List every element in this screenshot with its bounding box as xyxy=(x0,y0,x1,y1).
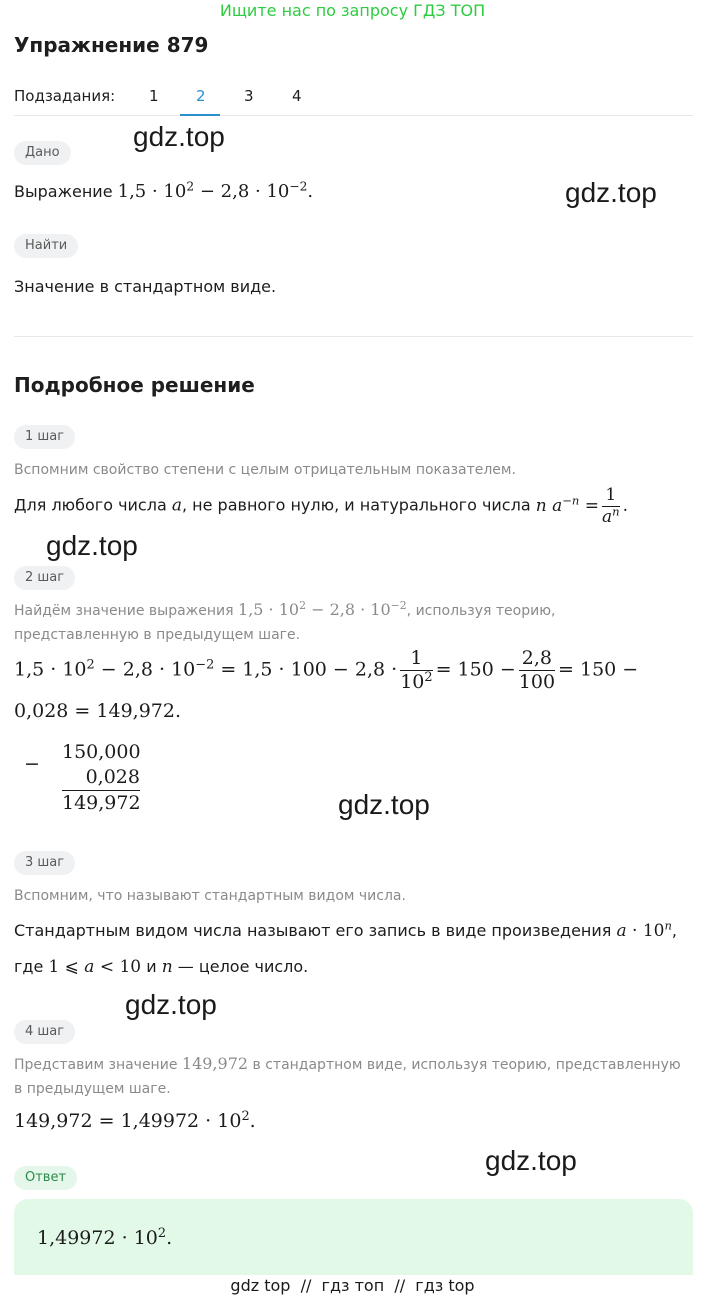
watermark: gdz.top xyxy=(125,989,217,1020)
step-2-hint: Найдём значение выражения $1,5 \cdot 10^2 - 2,8 \cdot 10^{-2}$, используя теорию, представленную в предыдущем шаге. xyxy=(14,599,556,643)
watermark: gdz.top xyxy=(565,177,657,208)
find-text: Значение в стандартном виде. xyxy=(14,277,277,296)
answer-value: $1,49972 \cdot 10^2$. xyxy=(37,1225,173,1249)
step-2-badge: 2 шаг xyxy=(14,566,75,590)
tab-subtask-1[interactable]: 1 xyxy=(149,87,159,105)
active-tab-indicator xyxy=(180,114,220,116)
watermark: gdz.top xyxy=(485,1145,577,1176)
tab-subtask-4[interactable]: 4 xyxy=(292,87,302,105)
watermark: gdz.top xyxy=(46,530,138,561)
step-4-badge: 4 шаг xyxy=(14,1020,75,1044)
tab-subtask-2[interactable]: 2 xyxy=(196,87,206,105)
given-badge: Дано xyxy=(14,141,71,165)
step-4-hint: Представим значение 149,972 в стандартном виде, используя теорию, представленную в предыдущем шаге. xyxy=(14,1054,681,1097)
minus-sign: − xyxy=(24,753,40,775)
footer-links: gdz top // гдз топ // гдз top xyxy=(230,1276,475,1295)
step-4-result: $149,972 = 1,49972 \cdot 10^2$. xyxy=(14,1108,256,1132)
step-3-badge: 3 шаг xyxy=(14,851,75,875)
page-title: Упражнение 879 xyxy=(14,33,209,57)
column-subtraction: 150,000 0,028 149,972 xyxy=(62,741,141,814)
step-2-equation-line-2: 0,028 = 149,972. xyxy=(14,700,182,722)
step-3-definition: Стандартным видом числа называют его запись в виде произведения $a \cdot 10^n$, xyxy=(14,918,677,941)
section-divider xyxy=(14,336,693,337)
tabs-divider xyxy=(14,115,693,116)
find-badge: Найти xyxy=(14,234,78,258)
tab-subtask-3[interactable]: 3 xyxy=(244,87,254,105)
search-banner: Ищите нас по запросу ГДЗ ТОП xyxy=(219,1,486,20)
step-3-condition: где 1 ⩽ a < 10 и n — целое число. xyxy=(14,957,309,977)
step-1-hint: Вспомним свойство степени с целым отрицательным показателем. xyxy=(14,462,516,478)
answer-box xyxy=(14,1199,693,1275)
watermark: gdz.top xyxy=(133,121,225,152)
step-2-equation-line-1: $1,5 \cdot 10^2 - 2,8 \cdot 10^{-2} = 1,5 \cdot 100 - 2,8$ · $\frac{1}{10^2}$ = 150 − $\frac{2,8}{100}$ = 150 − xyxy=(14,647,639,693)
step-1-badge: 1 шаг xyxy=(14,425,75,449)
given-expression: Выражение $1,5 \cdot 10^2 - 2,8 \cdot 10^{-2}$. xyxy=(14,179,314,202)
step-3-hint: Вспомним, что называют стандартным видом числа. xyxy=(14,888,406,904)
solution-heading: Подробное решение xyxy=(14,373,255,397)
watermark: gdz.top xyxy=(338,789,430,820)
step-1-formula: Для любого числа a, не равного нулю, и натурального числа n $a^{-n}$ = $\frac{1}{a^n}$ . xyxy=(14,485,628,527)
answer-badge: Ответ xyxy=(14,1166,77,1190)
subtasks-label: Подзадания: xyxy=(14,87,116,105)
